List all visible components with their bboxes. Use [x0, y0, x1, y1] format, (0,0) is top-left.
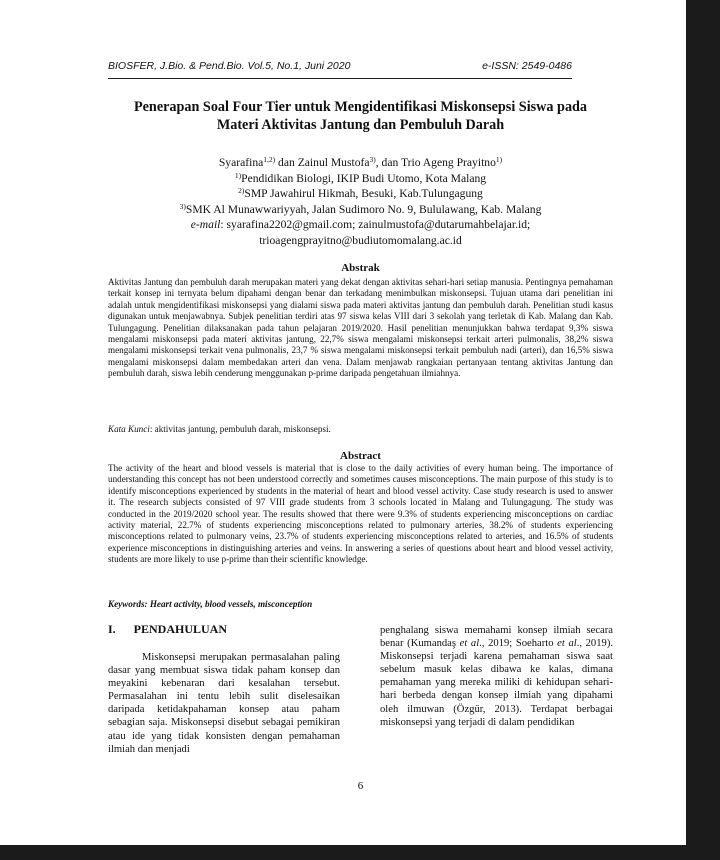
intro-paragraph-left: Miskonsepsi merupakan permasalahan paling dasar yang membuat siswa tidak paham konsep dan meyakini kebenaran dari kesalahan tersebut. Permasalahan ini tentu lebih sulit diselesaikan daripada ketidakpahaman konsep atau paham sebagian saja. Miskonsepsi disebut sebagai pemikiran atau ide yang tidak konsisten dengan pemahaman ilmiah dan menjadi	[108, 652, 340, 755]
abstrak-heading: Abstrak	[341, 262, 380, 274]
left-column	[108, 622, 340, 756]
keywords: Keywords: Heart activity, blood vessels, misconception	[108, 599, 313, 609]
email-line: e-mail: syarafina2202@gmail.com; zainulmustofa@dutarumahbelajar.id;	[190, 218, 531, 231]
journal-citation: BIOSFER, J.Bio. & Pend.Bio. Vol.5, No.1, Juni 2020	[108, 60, 351, 72]
header-rule	[108, 78, 572, 79]
author-block	[108, 155, 613, 248]
right-column	[380, 624, 613, 729]
title-line-1: Penerapan Soal Four Tier untuk Mengidentifikasi Miskonsepsi Siswa pada	[133, 99, 588, 115]
journal-issn: e-ISSN: 2549-0486	[482, 60, 572, 72]
kata-kunci: Kata Kunci: aktivitas jantung, pembuluh darah, miskonsepsi.	[108, 424, 331, 434]
author-names: Syarafina$^{1,2)}$ dan Zainul Mustofa$^{3)}$, dan Trio Ageng Prayitno$^{1)}$	[218, 155, 503, 169]
running-header	[108, 60, 572, 72]
abstract-heading: Abstract	[340, 450, 381, 462]
intro-paragraph-right: penghalang siswa memahami konsep ilmiah secara benar (Kumandaş et al., 2019; Soeharto et al., 2019). Miskonsepsi terjadi karena pemahaman siswa saat sebelum masuk kelas dibawa ke kalas, dimana pemahaman yang mereka miliki di kehidupan sehari-hari berbeda dengan konsep ilmiah yang dipahami oleh ilmuwan (Özgür, 2013). Terdapat berbagai miskonsepsi yang terjadi di dalam pendidikan	[380, 625, 613, 728]
section-number: I.	[108, 622, 116, 636]
page-number: 6	[357, 780, 364, 792]
affiliation-1: $^{1)}$Pendidikan Biologi, IKIP Budi Utomo, Kota Malang	[234, 170, 487, 185]
email-line-2: trioagengprayitno@budiutomomalang.ac.id	[259, 233, 462, 247]
affiliation-3: $^{3)}$SMK Al Munawwariyyah, Jalan Sudimoro No. 9, Bululawang, Kab. Malang	[179, 201, 542, 216]
abstrak-text: Aktivitas Jantung dan pembuluh darah merupakan materi yang dekat dengan aktivitas sehari-hari setiap manusia. Pentingnya pemahaman terkait konsep ini ternyata belum dipahami dengan benar dan terkadang menimbulkan miskonsepsi. Tujuan utama dari penelitian ini adalah untuk mengidentifikasi miskonsepsi yang dialami siswa pada materi aktivitas jantung dan pembuluh darah. Penelitian studi kasus digunakan untuk menjawabnya. Subjek penelitian terdiri atas 97 siswa kelas VIII dari 3 sekolah yang terletak di Kab. Malang dan Kab. Tulungagung. Penelitian dilaksanakan pada tahun pelajaran 2019/2020. Hasil penelitian menunjukkan bahwa terdapat 9,3% siswa mengalami miskonsepsi pada materi aktivitas jantung, 22,7% siswa mengalami miskonsepsi terkait arteri pulmonalis, 38,2% siswa mengalami miskonsepsi terkait vena pulmonalis, 23,7 % siswa mengalami miskonsepsi terkait pembuluh nadi (arteri), dan 16,5% siswa mengalami miskonsepsi dalam membedakan arteri dan vena. Dalam menjawab rangkaian pertanyaan tentang aktivitas Jantung dan pembuluh darah, siswa lebih cenderung menggunakan p-prime daripada pengetahuan ilmiahnya.	[108, 277, 613, 379]
section-heading	[108, 622, 340, 637]
title-line-2: Materi Aktivitas Jantung dan Pembuluh Darah	[216, 117, 505, 133]
article-title	[108, 98, 613, 134]
section-title: PENDAHULUAN	[133, 622, 228, 636]
affiliation-2: $^{2)}$SMP Jawahirul Hikmah, Besuki, Kab.Tulungagung	[238, 186, 483, 200]
abstract-text: The activity of the heart and blood vessels is material that is close to the daily activities of every human being. The importance of understanding this concept has not been understood correctly and sometimes causes misconceptions. The main purpose of this study is to identify misconceptions experienced by students in the material of heart and blood vessel activity. Case study research is used to answer it. The research subjects consisted of 97 VIII grade students from 3 schools located in Malang and Tulungagung. The study was conducted in the 2019/2020 school year. The results showed that there were 9.3% of students experiencing misconceptions on cardiac activity material, 22.7% of students experiencing misconceptions related to pulmonary arteries, 38.2% of students experiencing misconceptions related to pulmonary veins, 23.7% of students experiencing misconceptions related to arteries, and 16.5% of students experience misconceptions in distinguishing arteries and veins. In answering a series of questions about heart and blood vessel activity, students are more likely to use p-prime than their scientific knowledge.	[108, 463, 613, 565]
